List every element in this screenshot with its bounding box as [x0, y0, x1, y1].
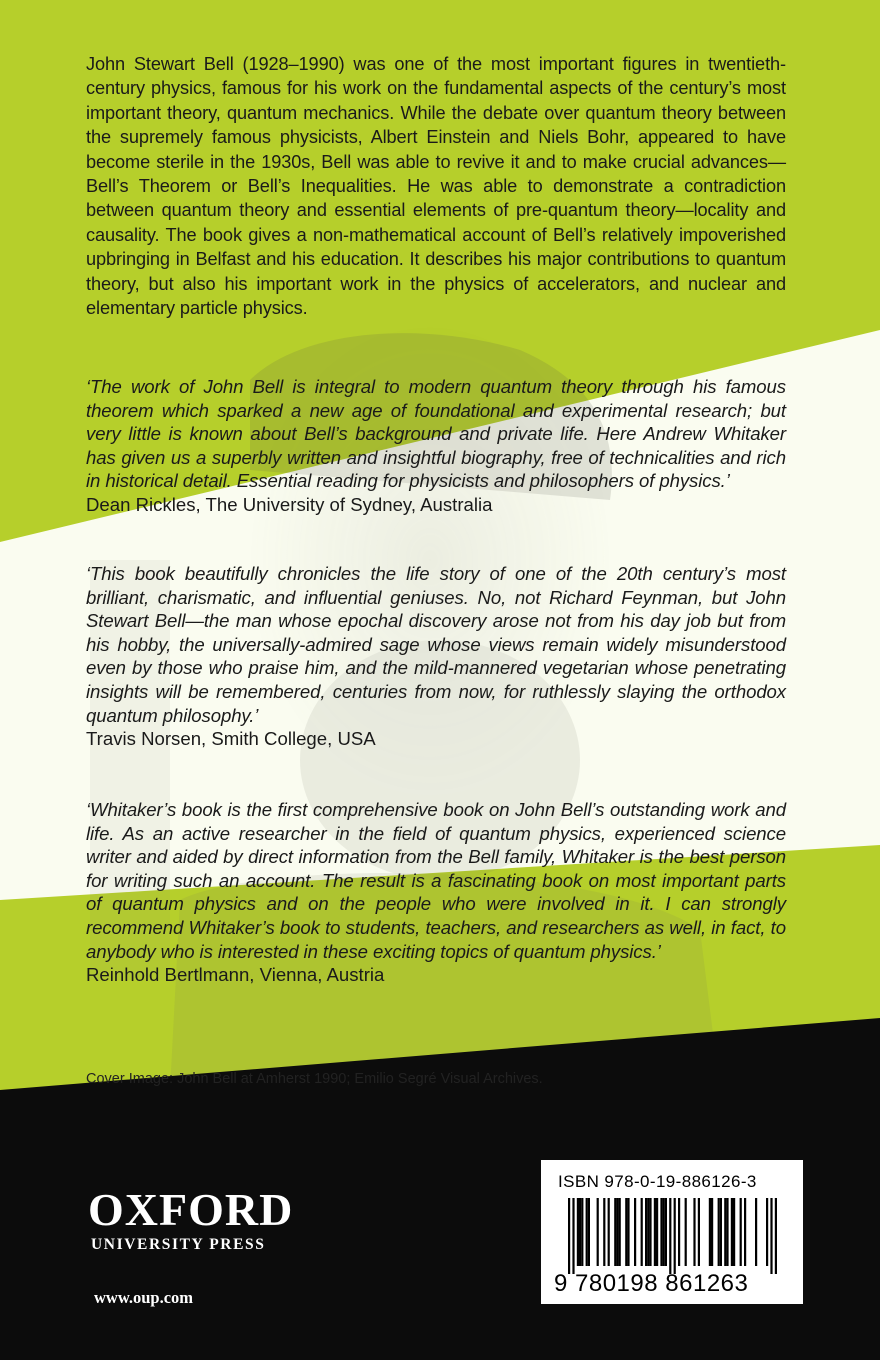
barcode-bar: [711, 1198, 713, 1266]
cover-image-credit: Cover Image: John Bell at Amherst 1990; Emilio Segré Visual Archives.: [86, 1071, 543, 1087]
review-quote-3: [86, 798, 786, 987]
isbn-barcode-panel: [541, 1160, 803, 1304]
barcode-bar: [616, 1198, 618, 1266]
barcode-bar: [693, 1198, 695, 1266]
barcode-digits: 9 780198 861263: [554, 1270, 749, 1297]
quote-attribution: Reinhold Bertlmann, Vienna, Austria: [86, 964, 385, 986]
barcode-bar: [647, 1198, 649, 1266]
barcode-bar: [766, 1198, 768, 1266]
barcode-bar: [718, 1198, 720, 1266]
barcode-bar: [603, 1198, 605, 1266]
barcode-bar: [674, 1198, 676, 1274]
quote-text: ‘The work of John Bell is integral to modern quantum theory through his famous theorem which sparked a new age of foundational and experimental research; but very little is known about Bell’s background and private life. Here Andrew Whitaker has given us a superbly written and insightful biography, free of technicalities and rich in historical detail. Essential reading for physicists and philosophers of physics.’: [86, 376, 786, 492]
barcode-bar: [731, 1198, 733, 1266]
quote-attribution: Dean Rickles, The University of Sydney, Australia: [86, 493, 493, 515]
barcode-bar: [726, 1198, 728, 1266]
barcode-bar: [720, 1198, 722, 1266]
barcode-bar: [665, 1198, 667, 1266]
barcode-bar: [577, 1198, 579, 1266]
review-quote-1: [86, 375, 786, 517]
barcode-bar: [678, 1198, 680, 1266]
barcode-bar: [588, 1198, 590, 1266]
barcode-bar: [619, 1198, 621, 1266]
barcode-bar: [625, 1198, 627, 1266]
barcode-bar: [685, 1198, 687, 1266]
barcode-bar: [740, 1198, 742, 1266]
barcode-bar: [709, 1198, 711, 1266]
barcode-bar: [627, 1198, 629, 1266]
barcode-bar: [572, 1198, 574, 1274]
quote-text: ‘This book beautifully chronicles the life story of one of the 20th century’s most brilliant, charismatic, and influential geniuses. No, not Richard Feynman, but John Stewart Bell—the man whose epochal discovery arose not from his day job but from his hobby, the universally-admired sage whose views remain widely misunderstood even by those who praise him, and the mild-mannered vegetarian whose penetrating insights will be remembered, centuries from now, for ruthlessly slaying the orthodox quantum philosophy.’: [86, 563, 786, 726]
barcode-icon: [552, 1198, 792, 1274]
barcode-bar: [660, 1198, 662, 1266]
barcode-bar: [649, 1198, 651, 1266]
quote-attribution: Travis Norsen, Smith College, USA: [86, 728, 376, 750]
barcode-bar: [698, 1198, 700, 1266]
barcode-bar: [586, 1198, 588, 1266]
book-description: John Stewart Bell (1928–1990) was one of the most important figures in twentieth-century physics, famous for his work on the fundamental aspects of the century’s most important theory, quantum mechanics. While the debate over quantum theory between the supremely famous physicists, Albert Einstein and Niels Bohr, appeared to have become sterile in the 1930s, Bell was able to revive it and to make crucial advances—Bell’s Theorem or Bell’s Inequalities. He was able to demonstrate a contradiction between quantum theory and essential elements of pre-quantum theory—locality and causality. The book gives a non-mathematical account of Bell’s relatively impoverished upbringing in Belfast and his education. It describes his major contributions to quantum theory, but also his important work in the physics of accelerators, and nuclear and elementary particle physics.: [86, 54, 786, 319]
barcode-bar: [568, 1198, 570, 1274]
barcode-bar: [579, 1198, 581, 1266]
review-quote-2: [86, 562, 786, 751]
barcode-bar: [608, 1198, 610, 1266]
publisher-name: OXFORD: [88, 1184, 294, 1235]
barcode-bar: [641, 1198, 643, 1266]
barcode-bar: [663, 1198, 665, 1266]
barcode-bar: [775, 1198, 777, 1274]
barcode-bar: [654, 1198, 656, 1266]
barcode-bar: [770, 1198, 772, 1274]
barcode-bar: [645, 1198, 647, 1266]
barcode-bar: [614, 1198, 616, 1266]
barcode-bar: [755, 1198, 757, 1266]
quote-text: ‘Whitaker’s book is the first comprehensive book on John Bell’s outstanding work and life. As an active researcher in the field of quantum physics, experienced science writer and aided by direct information from the Bell family, Whitaker is the best person for writing such an account. The result is a fascinating book on most important parts of quantum physics and on the people who were involved in it. I can strongly recommend Whitaker’s book to students, teachers, and researchers as well, in fact, to anybody who is interested in these exciting topics of quantum physics.’: [86, 799, 786, 962]
barcode-bar: [669, 1198, 671, 1274]
barcode-bar: [597, 1198, 599, 1266]
barcode-bar: [744, 1198, 746, 1266]
publisher-logo: [88, 1184, 294, 1254]
barcode-bar: [733, 1198, 735, 1266]
publisher-url[interactable]: www.oup.com: [94, 1288, 194, 1307]
publisher-subname: UNIVERSITY PRESS: [91, 1236, 266, 1253]
barcode-bar: [581, 1198, 583, 1266]
barcode-bar: [634, 1198, 636, 1266]
isbn-label: ISBN 978-0-19-886126-3: [558, 1172, 757, 1191]
barcode-bar: [724, 1198, 726, 1266]
barcode-bar: [656, 1198, 658, 1266]
